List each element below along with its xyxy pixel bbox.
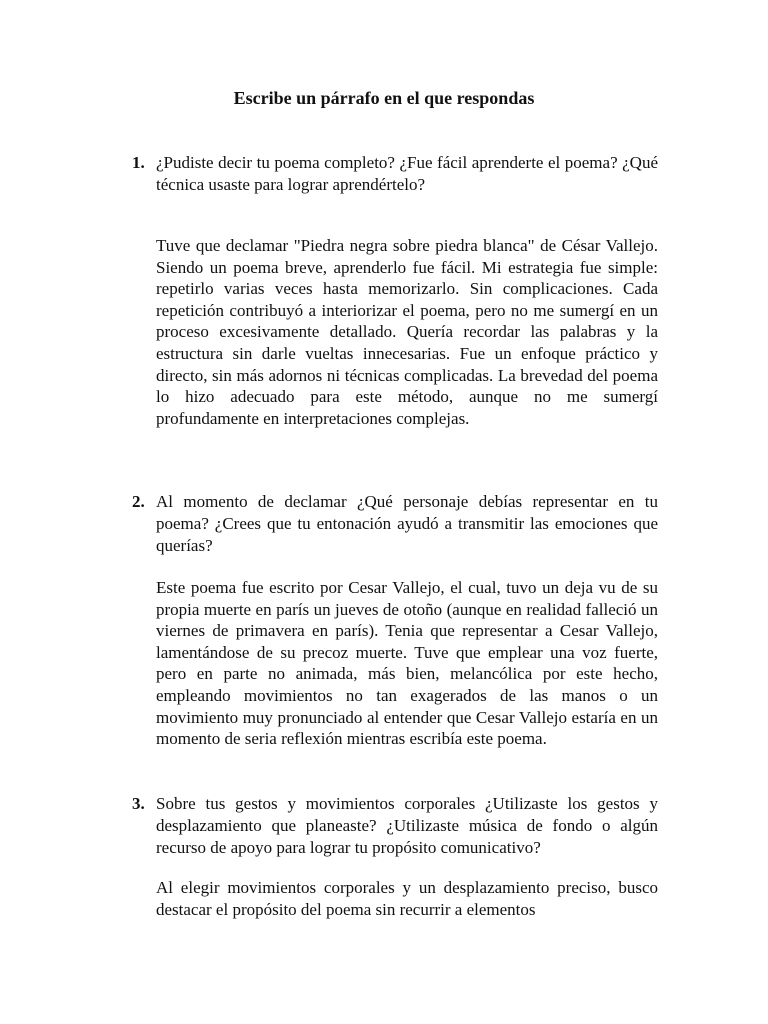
page-title: Escribe un párrafo en el que respondas	[233, 88, 535, 108]
question-item-2	[132, 491, 658, 557]
answer-text-3: Al elegir movimientos corporales y un desplazamiento preciso, busco destacar el propósito del poema sin recurrir a elementos	[156, 878, 658, 919]
answer-text-1: Tuve que declamar "Piedra negra sobre piedra blanca" de César Vallejo. Siendo un poema breve, aprenderlo fue fácil. Mi estrategia fue simple: repetirlo varias veces hasta memorizarlo. Sin complicaciones. Cada repetición contribuyó a interiorizar el poema, pero no me sumergí en un proceso excesivamente detallado. Quería recordar las palabras y la estructura sin darle vueltas innecesarias. Fue un enfoque práctico y directo, sin más adornos ni técnicas complicadas. La brevedad del poema lo hizo adecuado para este método, aunque no me sumergí profundamente en interpretaciones complejas.	[156, 236, 658, 428]
question-number: 1.	[132, 153, 145, 172]
question-text: Al momento de declamar ¿Qué personaje debías representar en tu poema? ¿Crees que tu entonación ayudó a transmitir las emociones que querías?	[156, 492, 658, 555]
question-text: ¿Pudiste decir tu poema completo? ¿Fue fácil aprenderte el poema? ¿Qué técnica usaste para lograr aprendértelo?	[156, 153, 658, 194]
question-item-3	[132, 793, 658, 859]
question-number: 2.	[132, 492, 145, 511]
question-item-1	[132, 152, 658, 196]
question-number: 3.	[132, 794, 145, 813]
question-text: Sobre tus gestos y movimientos corporales ¿Utilizaste los gestos y desplazamiento que planeaste? ¿Utilizaste música de fondo o algún recurso de apoyo para lograr tu propósito comunicativo?	[156, 794, 658, 857]
answer-text-2: Este poema fue escrito por Cesar Vallejo, el cual, tuvo un deja vu de su propia muerte en parís un jueves de otoño (aunque en realidad falleció un viernes de primavera en parís). Tenia que representar a Cesar Vallejo, lamentándose de su precoz muerte. Tuve que emplear una voz fuerte, pero en parte no animada, más bien, melancólica por este hecho, empleando movimientos no tan exagerados de las manos o un movimiento muy pronunciado al entender que Cesar Vallejo estaría en un momento de seria reflexión mientras escribía este poema.	[156, 578, 658, 749]
